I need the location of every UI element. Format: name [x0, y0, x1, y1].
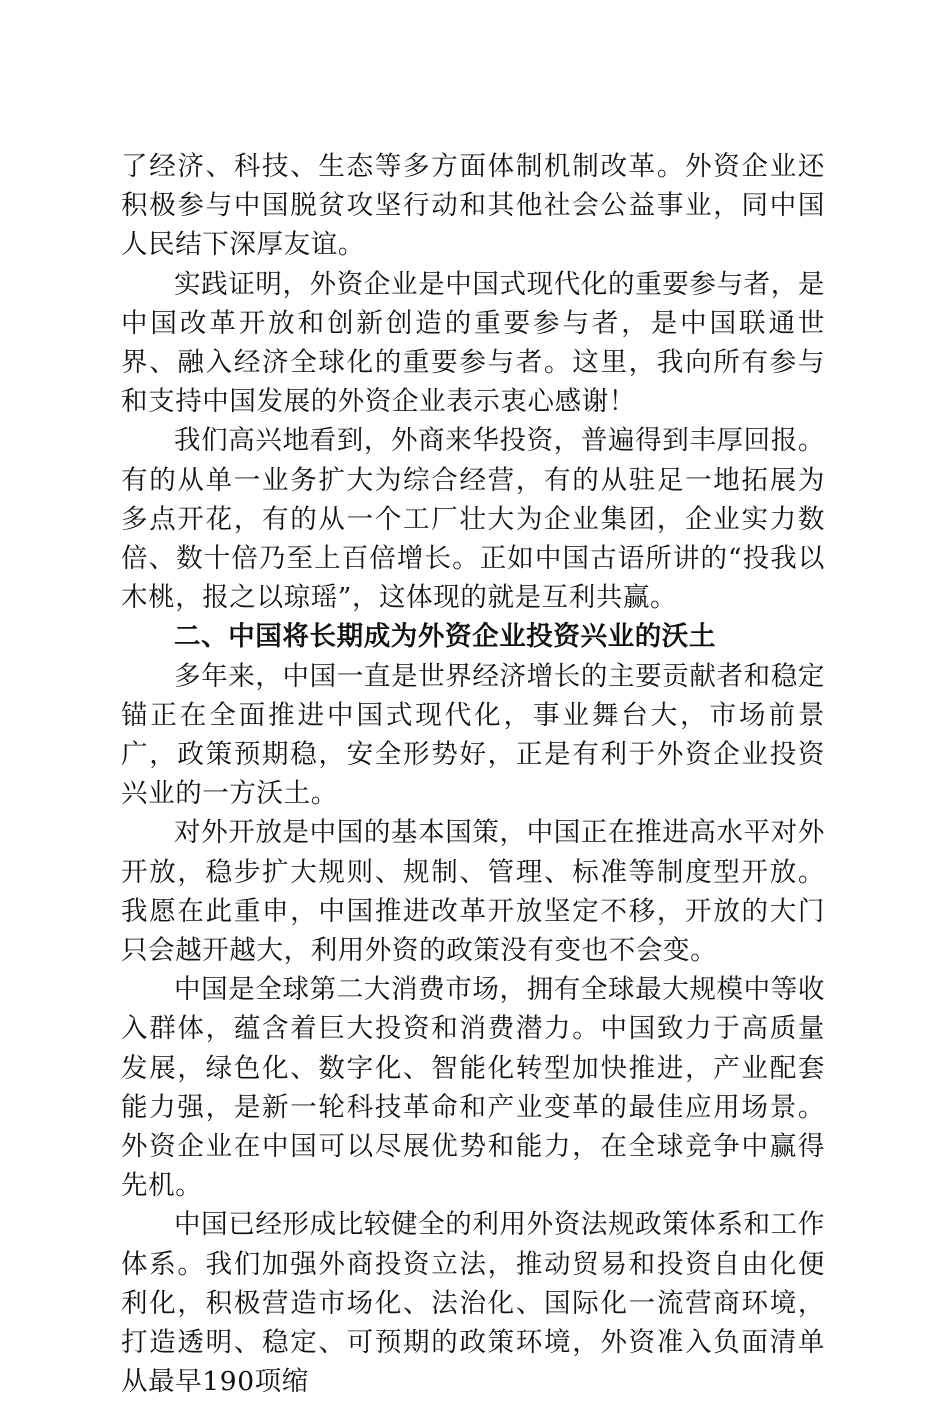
paragraph: 中国是全球第二大消费市场，拥有全球最大规模中等收入群体，蕴含着巨大投资和消费潜力。中国致力于高质量发展，绿色化、数字化、智能化转型加快推进，产业配套能力强，是新一轮科技革命和产业变革的最佳应用场景。外资企业在中国可以尽展优势和能力，在全球竞争中赢得先机。 [121, 974, 825, 1202]
paragraph: 实践证明，外资企业是中国式现代化的重要参与者，是中国改革开放和创新创造的重要参与者，是中国联通世界、融入经济全球化的重要参与者。这里，我向所有参与和支持中国发展的外资企业表示衷心感谢！ [121, 268, 825, 418]
paragraph-continuation: 了经济、科技、生态等多方面体制机制改革。外资企业还积极参与中国脱贫攻坚行动和其他社会公益事业，同中国人民结下深厚友谊。 [121, 151, 825, 261]
paragraph: 中国已经形成比较健全的利用外资法规政策体系和工作体系。我们加强外商投资立法，推动贸易和投资自由化便利化，积极营造市场化、法治化、国际化一流营商环境，打造透明、稳定、可预期的政策环境，外资准入负面清单从最早190项缩 [121, 1209, 825, 1398]
document-body [121, 147, 825, 1402]
paragraph: 我们高兴地看到，外商来华投资，普遍得到丰厚回报。有的从单一业务扩大为综合经营，有的从驻足一地拓展为多点开花，有的从一个工厂壮大为企业集团，企业实力数倍、数十倍乃至上百倍增长。正如中国古语所讲的“投我以木桃，报之以琼瑶”，这体现的就是互利共赢。 [121, 425, 825, 614]
section-heading: 二、中国将长期成为外资企业投资兴业的沃土 [174, 621, 716, 653]
paragraph: 对外开放是中国的基本国策，中国正在推进高水平对外开放，稳步扩大规则、规制、管理、标准等制度型开放。我愿在此重申，中国推进改革开放坚定不移，开放的大门只会越开越大，利用外资的政策没有变也不会变。 [121, 817, 825, 967]
paragraph: 多年来，中国一直是世界经济增长的主要贡献者和稳定锚正在全面推进中国式现代化，事业舞台大，市场前景广，政策预期稳，安全形势好，正是有利于外资企业投资兴业的一方沃土。 [121, 660, 825, 810]
